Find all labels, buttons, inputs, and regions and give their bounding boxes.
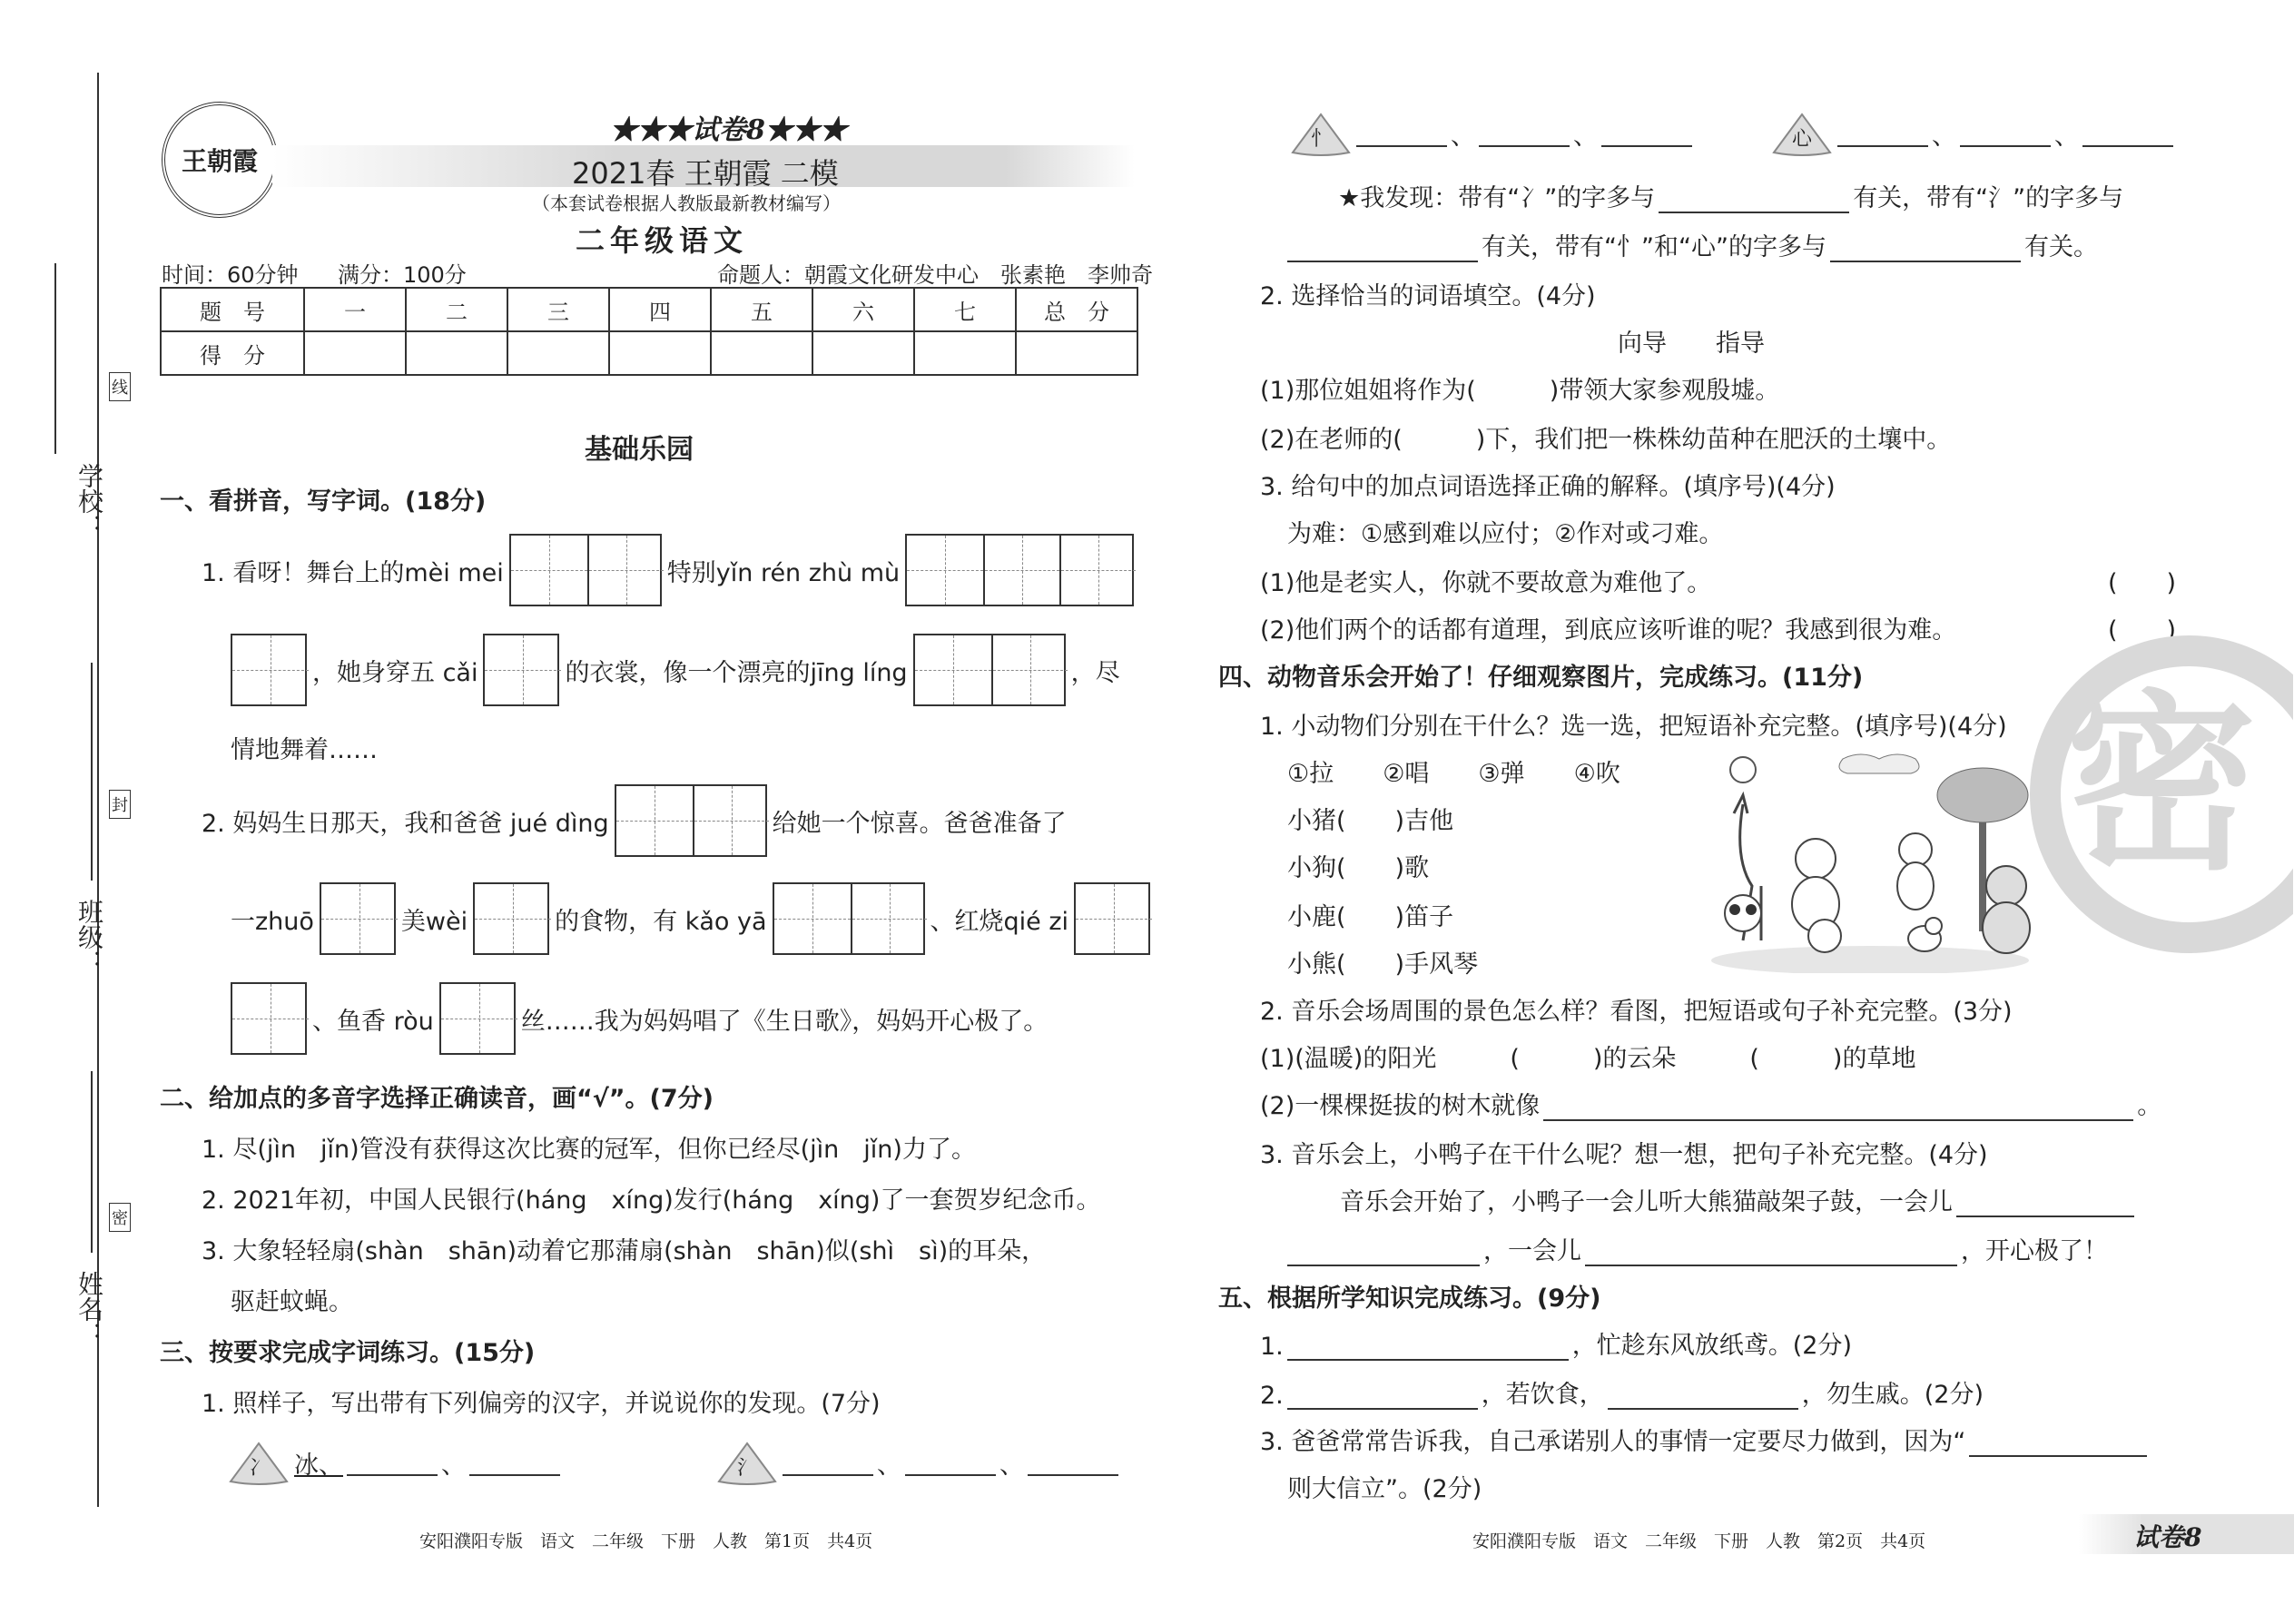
discover-line-1 (1338, 178, 2123, 213)
score-cell-q7: 七 (914, 288, 1016, 331)
subject-title: 二年级语文 (576, 223, 749, 258)
tian-grid[interactable] (773, 882, 925, 955)
exam-title: 2021春 王朝霞 二模 (572, 156, 839, 191)
answer-blank[interactable] (1585, 1239, 1957, 1266)
answer-blank[interactable] (1960, 120, 2051, 147)
radical-roof-icon (1289, 111, 1353, 156)
score-input[interactable] (304, 331, 406, 375)
q4-3b: ，一会儿 (1483, 1237, 1581, 1265)
tian-grid[interactable] (913, 634, 1066, 706)
section-title: 基础乐园 (585, 434, 694, 466)
score-cell-q1: 一 (304, 288, 406, 331)
exam-series-label: 试卷8 (692, 114, 765, 146)
q1-2-line2 (231, 882, 1150, 955)
q2-3[interactable]: 3. 大象轻轻扇(shàn shān)动着它那蒲扇(shàn shān)似(shì sì)的耳朵， (202, 1237, 1047, 1265)
q5-3b: 则大信立”。(2分) (1287, 1475, 1482, 1503)
score-cell-q2: 二 (406, 288, 507, 331)
radical-3: 忄 (1310, 128, 1331, 151)
answer-blank[interactable] (1479, 120, 1570, 147)
logo (162, 102, 278, 218)
q4-2: 2. 音乐会场周围的景色怎么样？看图，把短语或句子补充完整。(3分) (1260, 998, 2013, 1026)
corner-label: 试卷8 (2133, 1522, 2202, 1552)
answer-blank[interactable] (1543, 1094, 2133, 1121)
discover-line-2 (1287, 227, 2098, 262)
score-cell-q6: 六 (812, 288, 914, 331)
discover-4: 有关。 (2023, 233, 2098, 261)
q5-2-line (1260, 1374, 1984, 1410)
discover-1: ★我发现：带有“冫”的字多与 (1338, 184, 1656, 212)
radical-roof-icon (715, 1440, 779, 1485)
q5-1b: ，忙趁东风放纸鸢。(2分) (1571, 1332, 1853, 1360)
radical-2: 氵 (736, 1457, 757, 1480)
q4-a3[interactable]: 小鹿( )笛子 (1287, 903, 1454, 931)
exam-series: ★★★试卷8★★★ (610, 114, 847, 146)
tian-grid[interactable] (231, 982, 307, 1055)
q1-2f: 、红烧qié zi (930, 907, 1069, 936)
q4-3a: 音乐会开始了，小鸭子一会儿听大熊猫敲架子鼓，一会儿 (1340, 1188, 1953, 1216)
answer-blank[interactable] (783, 1449, 873, 1476)
q4-a4[interactable]: 小熊( )手风琴 (1287, 950, 1479, 979)
radical-1-example: 冰、 (294, 1451, 343, 1480)
answer-blank[interactable] (1287, 235, 1478, 262)
q3-1: 1. 照样子，写出带有下列偏旁的汉字，并说说你的发现。(7分) (202, 1390, 881, 1418)
q3-3-2: (2)他们两个的话都有道理，到底应该听谁的呢？我感到很为难。 (1260, 616, 1957, 645)
answer-blank[interactable] (1287, 1383, 1478, 1410)
tian-grid[interactable] (231, 634, 307, 706)
score-input[interactable] (406, 331, 507, 375)
answer-blank[interactable] (1287, 1239, 1480, 1266)
answer-blank[interactable] (1830, 235, 2021, 262)
tian-grid[interactable] (320, 882, 396, 955)
discover-3: 有关，带有“忄”和“心”的字多与 (1482, 233, 1826, 261)
logo-text: 王朝霞 (181, 146, 258, 176)
name-field[interactable] (91, 1071, 94, 1253)
exam-note: （本套试卷根据人教版最新教材编写） (532, 192, 841, 214)
q1-1b: 特别yǐn rén zhù mù (666, 558, 901, 587)
q5-1a: 1. (1260, 1333, 1284, 1361)
q1-2c: 一zhuō (231, 907, 314, 936)
school-field[interactable] (54, 263, 58, 454)
answer-blank[interactable] (1028, 1449, 1118, 1476)
class-label: 班级： (74, 899, 104, 975)
seal-line-mark: 线 (109, 372, 131, 401)
score-input[interactable] (914, 331, 1016, 375)
score-input[interactable] (609, 331, 711, 375)
q1-2a: 2. 妈妈生日那天，我和爸爸 jué dìng (202, 809, 609, 838)
answer-blank[interactable] (2082, 120, 2173, 147)
answer-paren[interactable]: ( ) (2108, 616, 2177, 645)
score-table-header-row (161, 288, 1137, 331)
school-label: 学校： (74, 463, 104, 539)
answer-blank[interactable] (1287, 1334, 1569, 1361)
tian-grid[interactable] (473, 882, 549, 955)
q1-1-line2 (231, 634, 1120, 706)
q2-title: 二、给加点的多音字选择正确读音，画“√”。(7分) (160, 1085, 714, 1113)
q5-1-line (1260, 1325, 1852, 1361)
q5-2a: 2. (1260, 1382, 1284, 1410)
q1-1f: 情地舞着…… (231, 736, 378, 764)
watermark-char: 密 (2066, 674, 2258, 896)
q3-2-2[interactable]: (2)在老师的( )下，我们把一株株幼苗种在肥沃的土壤中。 (1260, 426, 1952, 454)
answer-blank[interactable] (1969, 1430, 2147, 1457)
q3-2-1[interactable]: (1)那位姐姐将作为( )带领大家参观殷墟。 (1260, 377, 1780, 405)
answer-blank[interactable] (347, 1449, 438, 1476)
q1-1e: ，尽 (1070, 658, 1120, 687)
q5-3a: 3. 爸爸常常告诉我，自己承诺别人的事情一定要尽力做到，因为“ (1260, 1428, 1966, 1456)
answer-blank[interactable] (905, 1449, 996, 1476)
q5-2b: ，若饮食， (1481, 1381, 1604, 1409)
q1-2-line1 (202, 784, 1067, 857)
answer-blank[interactable] (1837, 120, 1928, 147)
radical-roof-icon (1770, 111, 1834, 156)
tian-grid[interactable] (439, 982, 516, 1055)
score-table (160, 287, 1138, 376)
radical-row-1: 冫 冰、 、 (227, 1440, 560, 1485)
radical-1: 冫 (248, 1457, 269, 1480)
q4-3-line1 (1340, 1182, 2134, 1217)
q1-1d: 的衣裳，像一个漂亮的jīng líng (565, 658, 908, 687)
score-input[interactable] (711, 331, 812, 375)
q4-1: 1. 小动物们分别在干什么？选一选，把短语补充完整。(填序号)(4分) (1260, 713, 2007, 741)
q5-title: 五、根据所学知识完成练习。(9分) (1218, 1284, 1601, 1313)
score-cell-q5: 五 (711, 288, 812, 331)
q4-title: 四、动物音乐会开始了！仔细观察图片，完成练习。(11分) (1218, 664, 1864, 692)
score-cell-q4: 四 (609, 288, 711, 331)
q4-a1[interactable]: 小猪( )吉他 (1287, 807, 1454, 835)
tian-grid[interactable] (905, 534, 1134, 606)
radical-4: 心 (1791, 128, 1812, 151)
q5-3-line (1260, 1422, 2147, 1457)
left-footer: 安阳濮阳专版 语文 二年级 下册 人教 第1页 共4页 (419, 1531, 873, 1551)
q1-2d: 美wèi (400, 907, 468, 936)
tian-grid[interactable] (1074, 882, 1150, 955)
discover-2: 有关，带有“氵”的字多与 (1853, 184, 2124, 212)
exam-time: 时间：60分钟 (162, 262, 299, 288)
q3-2-words: 向导 指导 (1618, 330, 1765, 358)
answer-blank[interactable] (1659, 186, 1849, 213)
answer-blank[interactable] (1601, 120, 1692, 147)
score-input[interactable] (812, 331, 914, 375)
answer-blank[interactable] (1608, 1383, 1798, 1410)
radical-row-2: 氵 、 、 (715, 1440, 1118, 1485)
right-footer: 安阳濮阳专版 语文 二年级 下册 人教 第2页 共4页 (1472, 1531, 1926, 1551)
q3-3-def: 为难：①感到难以应付；②作对或刁难。 (1287, 520, 1724, 548)
q1-2h: 丝……我为妈妈唱了《生日歌》，妈妈开心极了。 (520, 1007, 1049, 1036)
score-cell-total: 总 分 (1016, 288, 1137, 331)
name-label: 姓名： (74, 1271, 104, 1347)
answer-blank[interactable] (1356, 120, 1447, 147)
q4-2-2-line: (2)一棵棵挺拔的树木就像 。 (1260, 1086, 2161, 1121)
answer-paren[interactable]: ( ) (2108, 569, 2177, 597)
q1-2-line3 (231, 982, 1048, 1055)
q3-3: 3. 给句中的加点词语选择正确的解释。(填序号)(4分) (1260, 473, 1836, 501)
authors: 命题人：朝霞文化研发中心 张素艳 李帅奇 (717, 262, 1153, 288)
seal-seal-mark: 封 (109, 790, 131, 819)
answer-blank[interactable] (469, 1449, 560, 1476)
q4-3: 3. 音乐会上，小鸭子在干什么呢？想一想，把句子补充完整。(4分) (1260, 1141, 1988, 1169)
score-input[interactable] (1016, 331, 1137, 375)
q3-3-1: (1)他是老实人，你就不要故意为难他了。 (1260, 569, 1712, 597)
score-input[interactable] (507, 331, 609, 375)
answer-blank[interactable] (1956, 1190, 2134, 1217)
radical-roof-icon (227, 1440, 290, 1485)
animal-concert-illustration (1707, 750, 2033, 973)
full-score: 满分：100分 (338, 262, 467, 288)
q1-1a: 1. 看呀！舞台上的mèi mei (202, 558, 504, 587)
q5-2c: ，勿生戚。(2分) (1801, 1381, 1984, 1409)
score-row-label: 得 分 (161, 331, 304, 375)
q2-1[interactable]: 1. 尽(jìn jǐn)管没有获得这次比赛的冠军，但你已经尽(jìn jǐn)力了。 (202, 1136, 976, 1164)
q1-1c: ，她身穿五 cǎi (312, 658, 478, 687)
q3-2: 2. 选择恰当的词语填空。(4分) (1260, 282, 1596, 310)
q4-opts: ①拉 ②唱 ③弹 ④吹 (1287, 760, 1620, 788)
tian-grid[interactable] (509, 534, 662, 606)
q4-3c: ，开心极了！ (1961, 1237, 2108, 1265)
score-table-score-row (161, 331, 1137, 375)
radical-row-4: 心 、 、 (1770, 111, 2173, 156)
q4-2-1[interactable]: (1)(温暖)的阳光 ( )的云朵 ( )的草地 (1260, 1045, 1916, 1073)
secret-watermark (2030, 635, 2293, 953)
q1-title: 一、看拼音，写字词。(18分) (160, 487, 487, 516)
q3-title: 三、按要求完成字词练习。(15分) (160, 1339, 536, 1367)
score-cell-label: 题 号 (161, 288, 304, 331)
tian-grid[interactable] (483, 634, 559, 706)
class-field[interactable] (91, 663, 94, 881)
q4-a2[interactable]: 小狗( )歌 (1287, 854, 1430, 882)
q2-2[interactable]: 2. 2021年初，中国人民银行(háng xíng)发行(háng xíng)了一套贺岁纪念币。 (202, 1186, 1101, 1215)
q1-1-line1 (202, 534, 1134, 606)
tian-grid[interactable] (615, 784, 767, 857)
q1-2e: 的食物，有 kǎo yā (555, 907, 767, 936)
q1-2g: 、鱼香 ròu (312, 1007, 434, 1036)
score-cell-q3: 三 (507, 288, 609, 331)
q4-2-2: (2)一棵棵挺拔的树木就像 (1260, 1092, 1541, 1120)
radical-row-3: 忄 、 、 (1289, 111, 1692, 156)
q1-2b: 给她一个惊喜。爸爸准备了 (772, 809, 1067, 838)
q4-3-line2 (1287, 1231, 2108, 1266)
seal-secret-mark: 密 (109, 1203, 131, 1232)
q2-3b: 驱赶蚊蝇。 (231, 1288, 353, 1316)
